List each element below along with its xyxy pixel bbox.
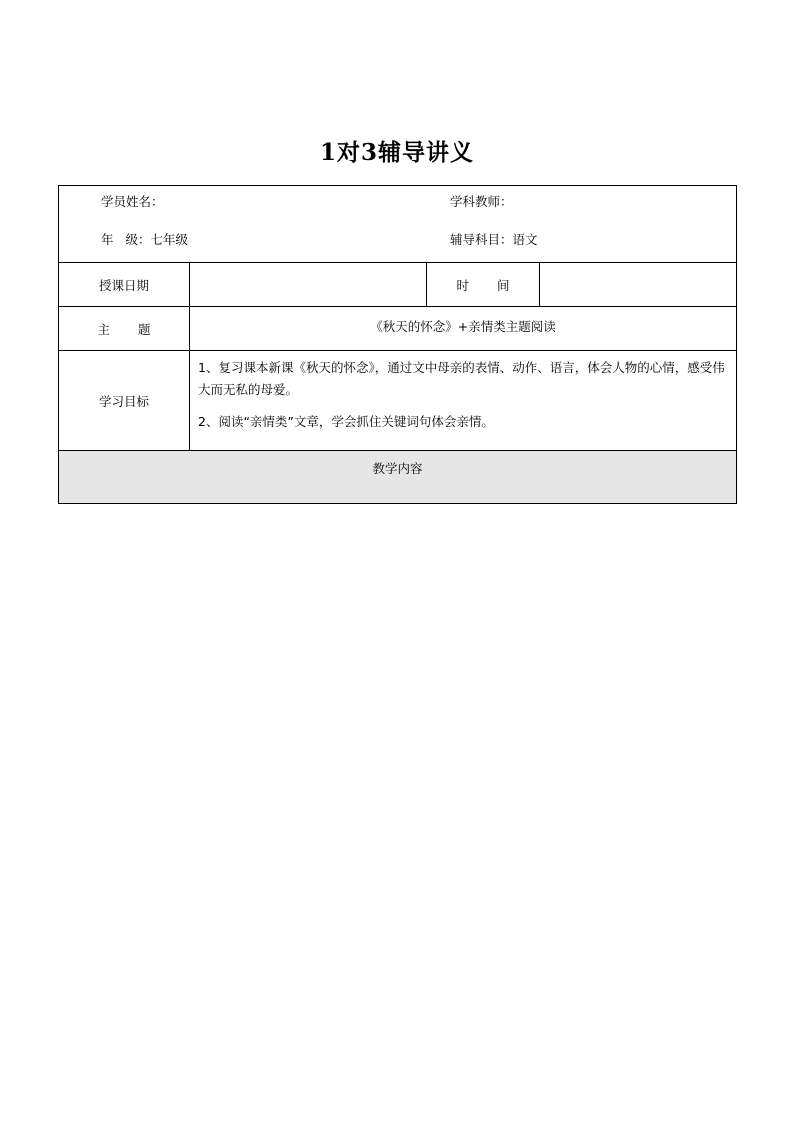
- grade-label-part2: 级：七年级: [125, 232, 189, 247]
- grade-label-part1: 年: [101, 232, 114, 247]
- student-name-label: 学员姓名：: [101, 194, 164, 209]
- date-value: [190, 263, 427, 307]
- date-row: [59, 263, 737, 307]
- topic-row: [59, 307, 737, 351]
- goals-content: [190, 351, 737, 451]
- time-label: [427, 263, 540, 307]
- lesson-info-table: [58, 185, 737, 504]
- student-info-row: [59, 186, 737, 263]
- topic-value: 《秋天的怀念》+亲情类主题阅读: [190, 307, 737, 351]
- topic-label-part2: 题: [138, 321, 151, 337]
- subject-label: 辅导科目：语文: [450, 232, 538, 247]
- time-value: [540, 263, 737, 307]
- topic-label-part1: 主: [97, 321, 110, 337]
- goal-item: 2、阅读“亲情类”文章，学会抓住关键词句体会亲情。: [198, 414, 494, 429]
- time-label-part2: 间: [497, 277, 510, 293]
- content-row: [59, 451, 737, 504]
- goal-item: 1、复习课本新课《秋天的怀念》，通过文中母亲的表情、动作、语言，体会人物的心情，感受伟大而无私的母爱。: [198, 360, 725, 397]
- page-title: 1对3辅导讲义: [319, 139, 474, 166]
- teaching-content-header: 教学内容: [59, 451, 737, 504]
- time-label-part1: 时: [456, 277, 469, 293]
- student-info-cell: [59, 186, 737, 263]
- goals-label: 学习目标: [59, 351, 190, 451]
- goals-row: [59, 351, 737, 451]
- grade-field: [101, 230, 188, 248]
- topic-label: [59, 307, 190, 351]
- date-label: 授课日期: [59, 263, 190, 307]
- teacher-label: 学科教师：: [450, 194, 513, 209]
